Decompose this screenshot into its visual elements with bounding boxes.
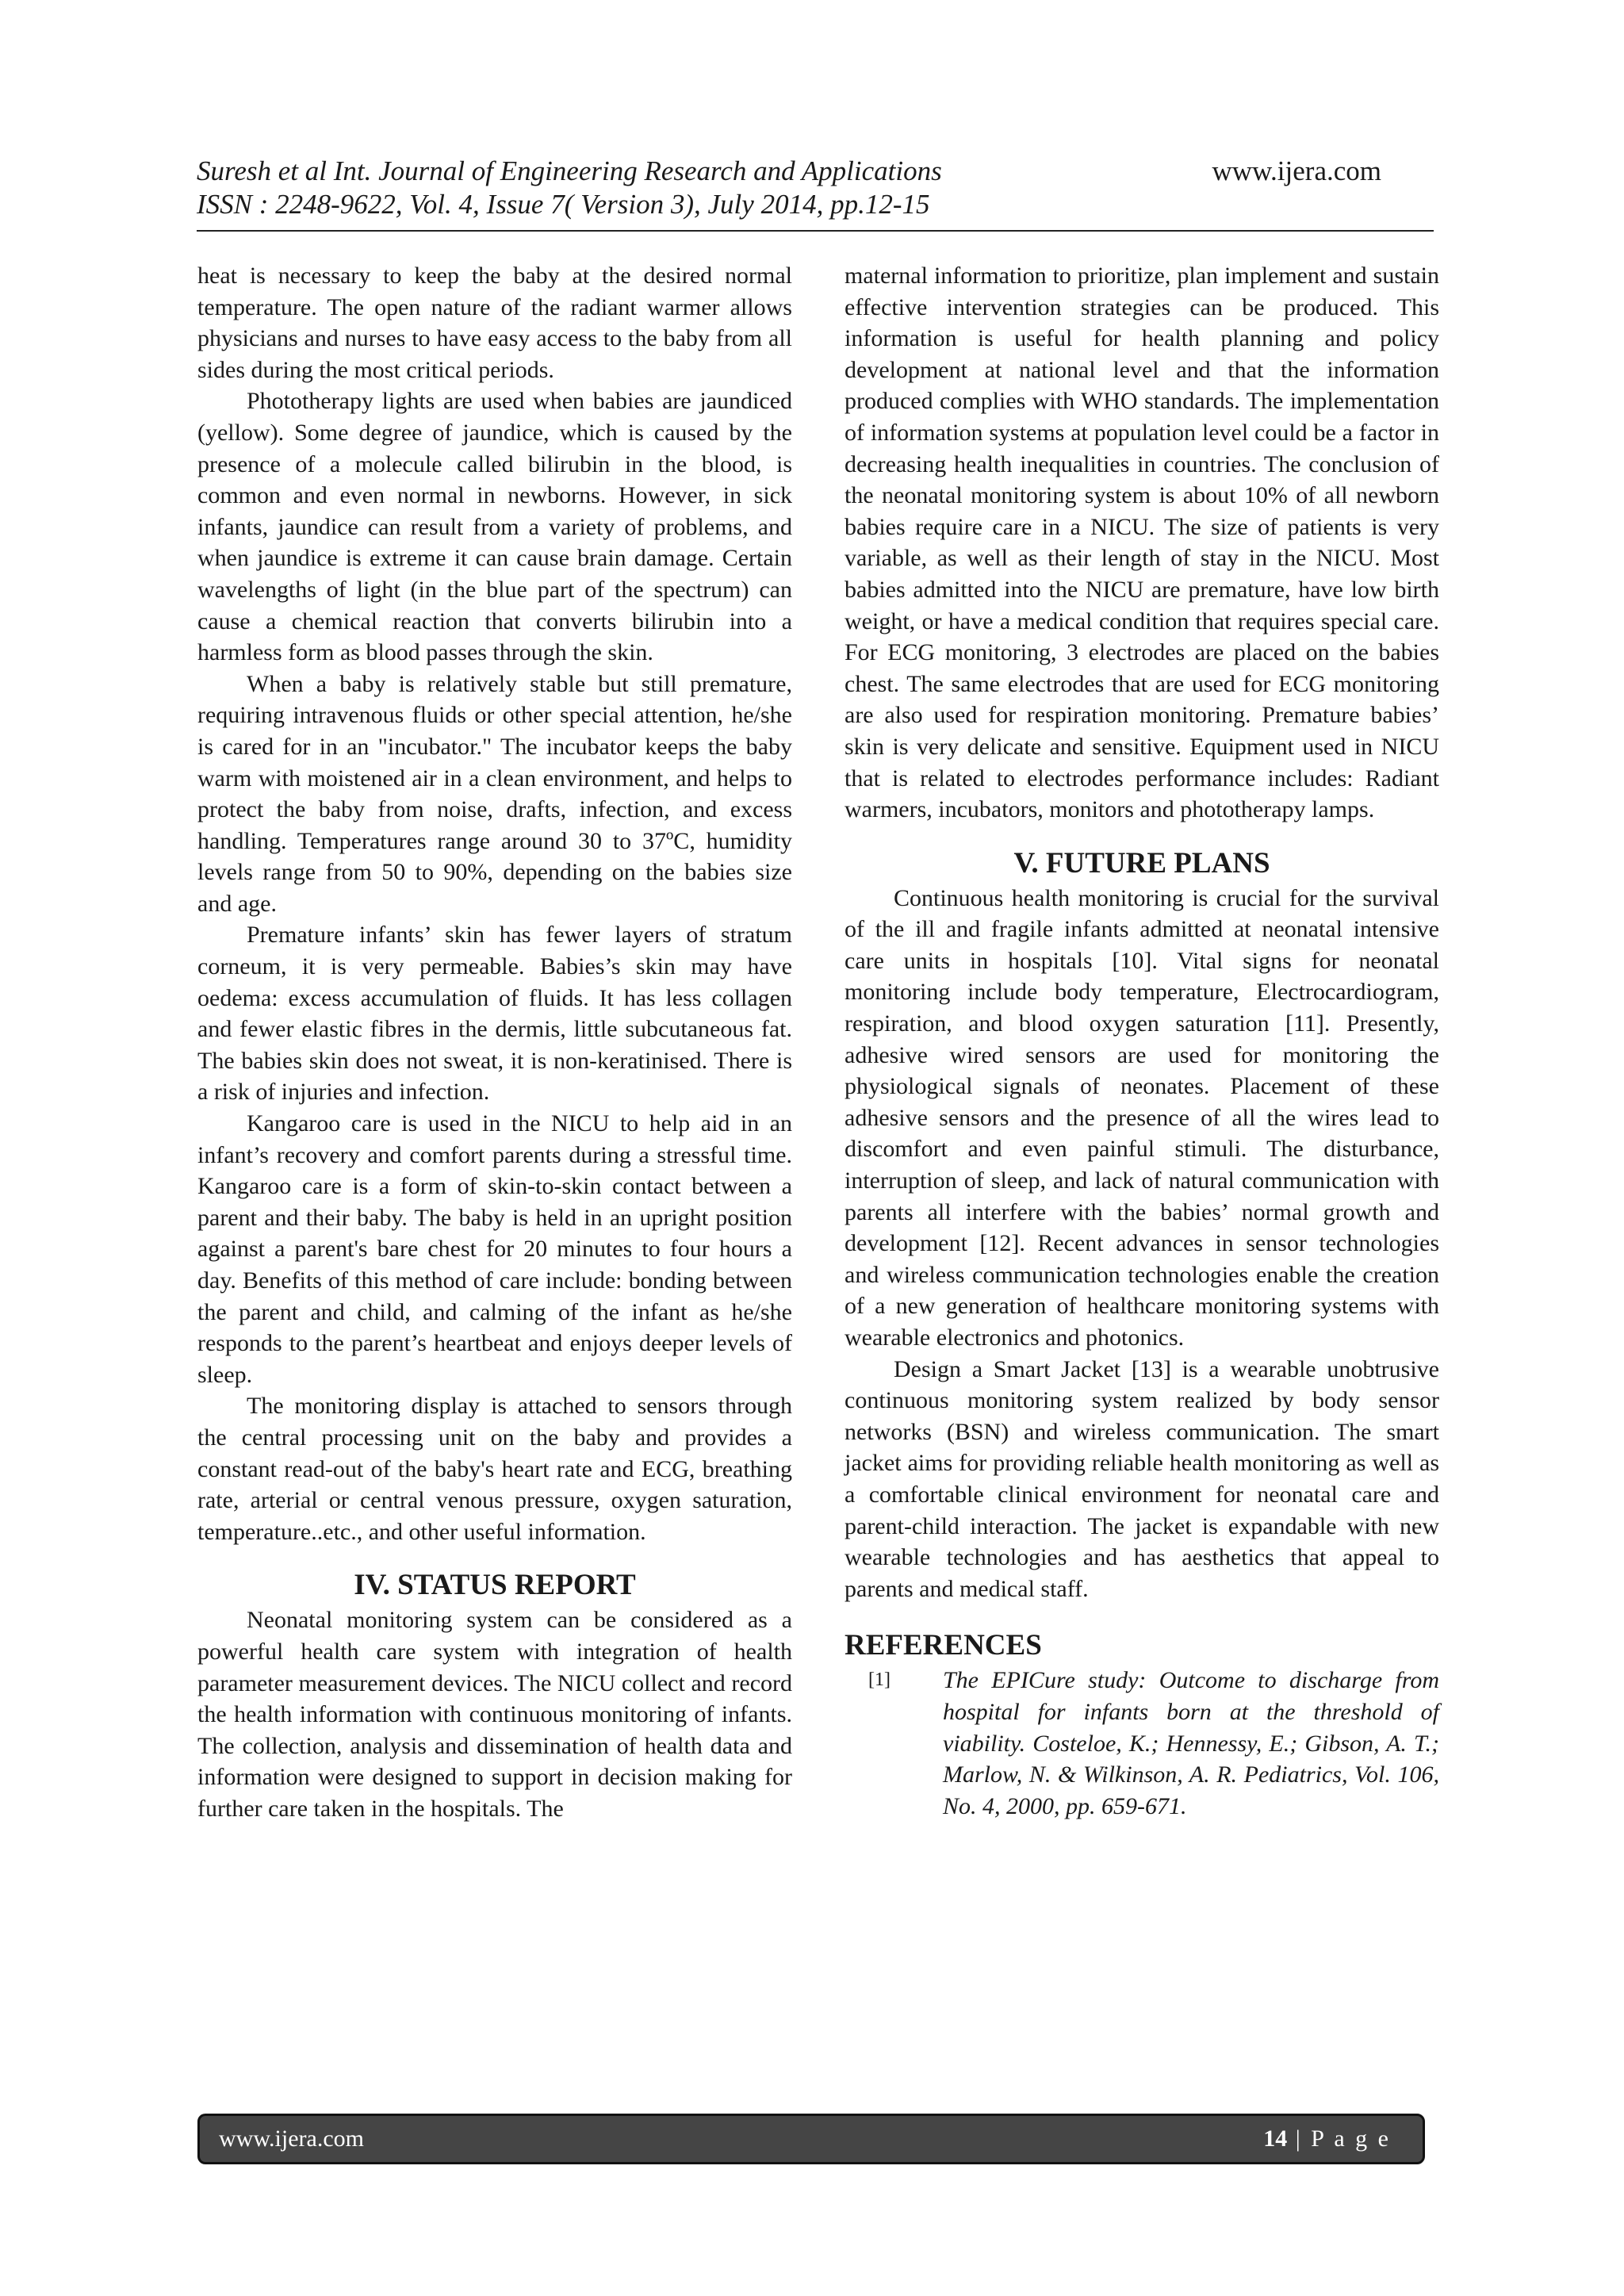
reference-item: [845, 1665, 1439, 1822]
body-paragraph: When a baby is relatively stable but still premature, requiring intravenous fluids or other special attention, he/she is cared for in an "incubator." The incubator keeps the baby warm with moistened air in a clean environment, and helps to protect the baby from noise, drafts, infection, and excess handling. Temperatures range around 30 to 37ºC, humidity levels range from 50 to 90%, depending on the babies size and age.: [197, 670, 792, 917]
body-paragraph: maternal information to prioritize, plan implement and sustain effective intervention strategies can be produced. This information is useful for health planning and policy development at national level and that the information produced complies with WHO standards. The implementation of information systems at population level could be a factor in decreasing health inequalities in countries. The conclusion of the neonatal monitoring system is about 10% of all newborn babies require care in a NICU. The size of patients is very variable, as well as their length of stay in the NICU. Most babies admitted into the NICU are premature, have low birth weight, or have a medical condition that requires special care. For ECG monitoring, 3 electrodes are placed on the babies chest. The same electrodes that are used for ECG monitoring are also used for respiration monitoring. Premature babies’ skin is very delicate and sensitive. Equipment used in NICU that is related to electrodes performance includes: Radiant warmers, incubators, monitors and phototherapy lamps.: [845, 263, 1439, 823]
footer-website: www.ijera.com: [219, 2125, 364, 2152]
reference-text: The EPICure study: Outcome to discharge from hospital for infants born at the threshold of viability. Costeloe, K.; Hennessy, E.; Gibson, A. T.; Marlow, N. & Wilkinson, A. R. Pediatrics, Vol. 106, No. 4, 2000, pp. 659-671.: [943, 1667, 1439, 1819]
reference-number: [1]: [868, 1669, 891, 1691]
left-column: [197, 260, 792, 1825]
body-paragraph: Neonatal monitoring system can be considered as a powerful health care system with integration of health parameter measurement devices. The NICU collect and record the health information with continuous monitoring of infants. The collection, analysis and dissemination of health data and information were designed to support in decision making for further care taken in the hospitals. The: [197, 1607, 792, 1822]
issn-line: ISSN : 2248-9622, Vol. 4, Issue 7( Version 3), July 2014, pp.12-15: [197, 189, 930, 220]
body-paragraph: Continuous health monitoring is crucial for the survival of the ill and fragile infants admitted at neonatal intensive care units in hospitals [10]. Vital signs for neonatal monitoring include body temperature, Electrocardiogram, respiration, and blood oxygen saturation [11]. Presently, adhesive wired sensors are used for monitoring the physiological signals of neonates. Placement of these adhesive sensors and the presence of all the wires lead to discomfort and even painful stimuli. The disturbance, interruption of sleep, and lack of natural communication with parents all interfere with the babies’ normal growth and development [12]. Recent advances in sensor technologies and wireless communication technologies enable the creation of a new generation of healthcare monitoring systems with wearable electronics and photonics.: [845, 884, 1439, 1351]
page-label: | P a g e: [1287, 2125, 1391, 2152]
page-number: 14: [1263, 2125, 1288, 2152]
running-header: [197, 155, 1434, 232]
body-paragraph: Premature infants’ skin has fewer layers of stratum corneum, it is very permeable. Babies’s skin may have oedema: excess accumulation of fluids. It has less collagen and fewer elastic fibres in the dermis, little subcutaneous fat. The babies skin does not sweat, it is non-keratinised. There is a risk of injuries and infection.: [197, 922, 792, 1106]
section-heading-status-report: IV. STATUS REPORT: [354, 1569, 636, 1602]
body-paragraph: The monitoring display is attached to sensors through the central processing unit on the baby and provides a constant read-out of the baby's heart rate and ECG, breathing rate, arterial or central venous pressure, oxygen saturation, temperature..etc., and other useful information.: [197, 1393, 792, 1545]
journal-citation-line: Suresh et al Int. Journal of Engineering Research and Applications: [197, 155, 942, 186]
body-paragraph: Phototherapy lights are used when babies are jaundiced (yellow). Some degree of jaundice, which is caused by the presence of a molecule called bilirubin in the blood, is common and even normal in newborns. However, in sick infants, jaundice can result from a variety of problems, and when jaundice is extreme it can cause brain damage. Certain wavelengths of light (in the blue part of the spectrum) can cause a chemical reaction that converts bilirubin into a harmless form as blood passes through the skin.: [197, 388, 792, 666]
body-paragraph: Design a Smart Jacket [13] is a wearable unobtrusive continuous monitoring system realized by body sensor networks (BSN) and wireless communication. The smart jacket aims for providing reliable health monitoring as well as a comfortable clinical environment for neonatal care and parent-child interaction. The jacket is expandable with new wearable technologies and has aesthetics that appeal to parents and medical staff.: [845, 1355, 1439, 1602]
body-paragraph: Kangaroo care is used in the NICU to help aid in an infant’s recovery and comfort parents during a stressful time. Kangaroo care is a form of skin-to-skin contact between a parent and their baby. The baby is held in an upright position against a parent's bare chest for 20 minutes to four hours a day. Benefits of this method of care include: bonding between the parent and child, and calming of the infant as he/she responds to the parent’s heartbeat and enjoys deeper levels of sleep.: [197, 1110, 792, 1388]
references-heading: REFERENCES: [845, 1629, 1042, 1662]
page-footer: [197, 2114, 1425, 2164]
page-indicator: [1263, 2125, 1391, 2152]
section-heading-future-plans: V. FUTURE PLANS: [1013, 846, 1270, 880]
right-column: [845, 260, 1439, 1822]
body-paragraph: heat is necessary to keep the baby at the desired normal temperature. The open nature of the radiant warmer allows physicians and nurses to have easy access to the baby from all sides during the most critical periods.: [197, 263, 792, 383]
header-website: www.ijera.com: [1212, 155, 1381, 186]
